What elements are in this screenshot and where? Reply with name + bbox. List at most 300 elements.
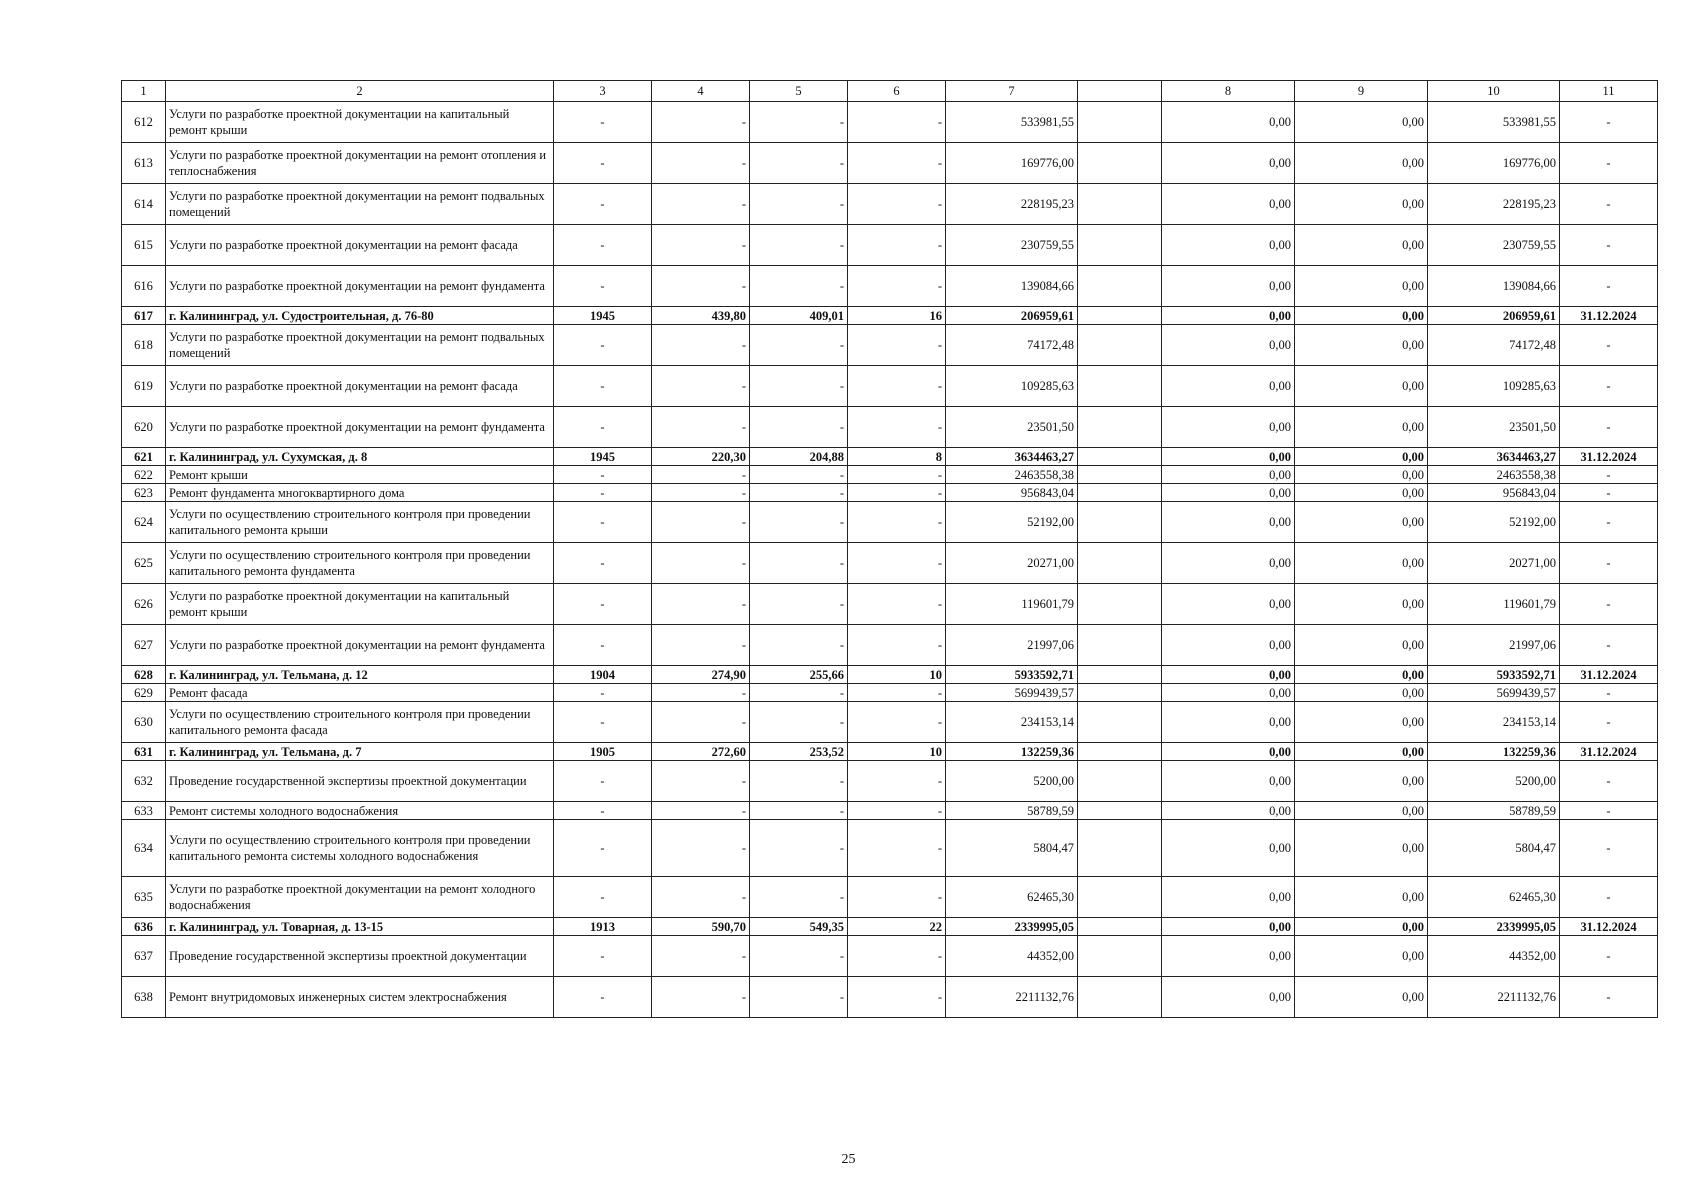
cost-total-cell: 533981,55 <box>946 102 1078 143</box>
cost-col8-cell: 0,00 <box>1162 325 1295 366</box>
cost-col10-cell: 23501,50 <box>1428 407 1560 448</box>
residents-cell: - <box>848 761 946 802</box>
blank-cell <box>1078 977 1162 1018</box>
item-name-cell: Услуги по разработке проектной документации на ремонт фундамента <box>166 266 554 307</box>
cost-col8-cell: 0,00 <box>1162 225 1295 266</box>
living-area-cell: - <box>750 543 848 584</box>
cost-total-cell: 2339995,05 <box>946 918 1078 936</box>
table-row <box>122 484 1658 502</box>
blank-cell <box>1078 666 1162 684</box>
cost-col8-cell: 0,00 <box>1162 307 1295 325</box>
cost-col10-cell: 44352,00 <box>1428 936 1560 977</box>
living-area-cell: - <box>750 977 848 1018</box>
cost-col10-cell: 5804,47 <box>1428 820 1560 877</box>
residents-cell: - <box>848 466 946 484</box>
cost-total-cell: 74172,48 <box>946 325 1078 366</box>
deadline-cell: - <box>1560 484 1658 502</box>
residents-cell: - <box>848 543 946 584</box>
cost-col9-cell: 0,00 <box>1295 977 1428 1018</box>
residents-cell: - <box>848 802 946 820</box>
deadline-cell: - <box>1560 225 1658 266</box>
living-area-cell: - <box>750 877 848 918</box>
living-area-cell: - <box>750 484 848 502</box>
residents-cell: - <box>848 184 946 225</box>
total-area-cell: - <box>652 366 750 407</box>
residents-cell: 16 <box>848 307 946 325</box>
blank-cell <box>1078 502 1162 543</box>
residents-cell: - <box>848 225 946 266</box>
row-number-cell: 620 <box>122 407 166 448</box>
table-row <box>122 936 1658 977</box>
cost-col8-cell: 0,00 <box>1162 743 1295 761</box>
item-name-cell: Услуги по разработке проектной документации на ремонт отопления и теплоснабжения <box>166 143 554 184</box>
cost-col8-cell: 0,00 <box>1162 918 1295 936</box>
item-name-cell: Услуги по разработке проектной документации на ремонт подвальных помещений <box>166 184 554 225</box>
year-cell: 1945 <box>554 307 652 325</box>
cost-col10-cell: 139084,66 <box>1428 266 1560 307</box>
year-cell: - <box>554 820 652 877</box>
cost-total-cell: 62465,30 <box>946 877 1078 918</box>
cost-col10-cell: 62465,30 <box>1428 877 1560 918</box>
table-row <box>122 918 1658 936</box>
living-area-cell: - <box>750 466 848 484</box>
cost-col8-cell: 0,00 <box>1162 102 1295 143</box>
item-name-cell: г. Калининград, ул. Судостроительная, д. 76-80 <box>166 307 554 325</box>
deadline-cell: - <box>1560 407 1658 448</box>
residents-cell: - <box>848 143 946 184</box>
header-cell: 7 <box>946 81 1078 102</box>
living-area-cell: - <box>750 936 848 977</box>
deadline-cell: - <box>1560 102 1658 143</box>
item-name-cell: Услуги по разработке проектной документации на капитальный ремонт крыши <box>166 102 554 143</box>
living-area-cell: - <box>750 407 848 448</box>
cost-col9-cell: 0,00 <box>1295 543 1428 584</box>
residents-cell: 8 <box>848 448 946 466</box>
total-area-cell: - <box>652 702 750 743</box>
cost-col8-cell: 0,00 <box>1162 543 1295 584</box>
residents-cell: - <box>848 936 946 977</box>
deadline-cell: - <box>1560 325 1658 366</box>
cost-col10-cell: 2211132,76 <box>1428 977 1560 1018</box>
table-row <box>122 543 1658 584</box>
living-area-cell: 253,52 <box>750 743 848 761</box>
row-number-cell: 633 <box>122 802 166 820</box>
cost-col8-cell: 0,00 <box>1162 702 1295 743</box>
cost-col9-cell: 0,00 <box>1295 918 1428 936</box>
header-row <box>122 81 1658 102</box>
cost-col9-cell: 0,00 <box>1295 743 1428 761</box>
deadline-cell: - <box>1560 761 1658 802</box>
blank-cell <box>1078 484 1162 502</box>
blank-cell <box>1078 625 1162 666</box>
year-cell: - <box>554 325 652 366</box>
total-area-cell: - <box>652 543 750 584</box>
cost-col10-cell: 2339995,05 <box>1428 918 1560 936</box>
cost-total-cell: 228195,23 <box>946 184 1078 225</box>
deadline-cell: 31.12.2024 <box>1560 743 1658 761</box>
item-name-cell: Ремонт крыши <box>166 466 554 484</box>
year-cell: - <box>554 584 652 625</box>
blank-cell <box>1078 184 1162 225</box>
cost-col10-cell: 2463558,38 <box>1428 466 1560 484</box>
item-name-cell: Услуги по осуществлению строительного контроля при проведении капитального ремонта фасада <box>166 702 554 743</box>
deadline-cell: - <box>1560 625 1658 666</box>
total-area-cell: 274,90 <box>652 666 750 684</box>
blank-cell <box>1078 102 1162 143</box>
cost-col9-cell: 0,00 <box>1295 625 1428 666</box>
living-area-cell: - <box>750 802 848 820</box>
total-area-cell: - <box>652 820 750 877</box>
row-number-cell: 632 <box>122 761 166 802</box>
row-number-cell: 614 <box>122 184 166 225</box>
total-area-cell: - <box>652 936 750 977</box>
item-name-cell: Услуги по разработке проектной документации на ремонт фундамента <box>166 625 554 666</box>
table-row <box>122 802 1658 820</box>
item-name-cell: г. Калининград, ул. Сухумская, д. 8 <box>166 448 554 466</box>
cost-col10-cell: 119601,79 <box>1428 584 1560 625</box>
residents-cell: - <box>848 502 946 543</box>
cost-col9-cell: 0,00 <box>1295 407 1428 448</box>
living-area-cell: - <box>750 502 848 543</box>
table-row <box>122 448 1658 466</box>
cost-col10-cell: 5200,00 <box>1428 761 1560 802</box>
item-name-cell: Ремонт фундамента многоквартирного дома <box>166 484 554 502</box>
header-cell: 11 <box>1560 81 1658 102</box>
cost-col8-cell: 0,00 <box>1162 407 1295 448</box>
blank-cell <box>1078 325 1162 366</box>
total-area-cell: - <box>652 184 750 225</box>
blank-cell <box>1078 407 1162 448</box>
header-cell: 9 <box>1295 81 1428 102</box>
item-name-cell: Услуги по разработке проектной документации на ремонт фасада <box>166 225 554 266</box>
cost-col8-cell: 0,00 <box>1162 666 1295 684</box>
year-cell: - <box>554 225 652 266</box>
cost-col9-cell: 0,00 <box>1295 307 1428 325</box>
cost-col9-cell: 0,00 <box>1295 936 1428 977</box>
deadline-cell: 31.12.2024 <box>1560 307 1658 325</box>
row-number-cell: 618 <box>122 325 166 366</box>
cost-col9-cell: 0,00 <box>1295 143 1428 184</box>
cost-col9-cell: 0,00 <box>1295 484 1428 502</box>
cost-col8-cell: 0,00 <box>1162 484 1295 502</box>
cost-col8-cell: 0,00 <box>1162 584 1295 625</box>
row-number-cell: 617 <box>122 307 166 325</box>
deadline-cell: 31.12.2024 <box>1560 666 1658 684</box>
cost-col9-cell: 0,00 <box>1295 266 1428 307</box>
living-area-cell: - <box>750 702 848 743</box>
row-number-cell: 622 <box>122 466 166 484</box>
row-number-cell: 612 <box>122 102 166 143</box>
total-area-cell: - <box>652 584 750 625</box>
cost-total-cell: 3634463,27 <box>946 448 1078 466</box>
cost-col9-cell: 0,00 <box>1295 877 1428 918</box>
residents-cell: - <box>848 684 946 702</box>
living-area-cell: - <box>750 584 848 625</box>
blank-cell <box>1078 448 1162 466</box>
item-name-cell: г. Калининград, ул. Товарная, д. 13-15 <box>166 918 554 936</box>
row-number-cell: 637 <box>122 936 166 977</box>
residents-cell: - <box>848 584 946 625</box>
living-area-cell: 409,01 <box>750 307 848 325</box>
year-cell: - <box>554 502 652 543</box>
cost-total-cell: 109285,63 <box>946 366 1078 407</box>
total-area-cell: - <box>652 877 750 918</box>
cost-col8-cell: 0,00 <box>1162 266 1295 307</box>
residents-cell: - <box>848 702 946 743</box>
cost-total-cell: 20271,00 <box>946 543 1078 584</box>
table-row <box>122 820 1658 877</box>
blank-cell <box>1078 761 1162 802</box>
table-row <box>122 407 1658 448</box>
table-row <box>122 184 1658 225</box>
row-number-cell: 635 <box>122 877 166 918</box>
living-area-cell: - <box>750 820 848 877</box>
residents-cell: 10 <box>848 743 946 761</box>
residents-cell: - <box>848 366 946 407</box>
year-cell: - <box>554 802 652 820</box>
cost-col9-cell: 0,00 <box>1295 684 1428 702</box>
year-cell: 1913 <box>554 918 652 936</box>
living-area-cell: - <box>750 366 848 407</box>
cost-col9-cell: 0,00 <box>1295 225 1428 266</box>
cost-col8-cell: 0,00 <box>1162 977 1295 1018</box>
total-area-cell: 220,30 <box>652 448 750 466</box>
blank-cell <box>1078 466 1162 484</box>
cost-col10-cell: 20271,00 <box>1428 543 1560 584</box>
blank-cell <box>1078 936 1162 977</box>
blank-cell <box>1078 543 1162 584</box>
deadline-cell: 31.12.2024 <box>1560 448 1658 466</box>
blank-cell <box>1078 918 1162 936</box>
header-cell: 8 <box>1162 81 1295 102</box>
blank-cell <box>1078 366 1162 407</box>
living-area-cell: 549,35 <box>750 918 848 936</box>
year-cell: - <box>554 102 652 143</box>
item-name-cell: Услуги по разработке проектной документации на ремонт подвальных помещений <box>166 325 554 366</box>
total-area-cell: - <box>652 102 750 143</box>
blank-cell <box>1078 266 1162 307</box>
year-cell: 1945 <box>554 448 652 466</box>
year-cell: 1904 <box>554 666 652 684</box>
deadline-cell: - <box>1560 543 1658 584</box>
cost-col8-cell: 0,00 <box>1162 502 1295 543</box>
year-cell: - <box>554 625 652 666</box>
row-number-cell: 621 <box>122 448 166 466</box>
cost-total-cell: 206959,61 <box>946 307 1078 325</box>
living-area-cell: - <box>750 225 848 266</box>
cost-col10-cell: 21997,06 <box>1428 625 1560 666</box>
year-cell: - <box>554 366 652 407</box>
total-area-cell: - <box>652 143 750 184</box>
row-number-cell: 615 <box>122 225 166 266</box>
table-row <box>122 266 1658 307</box>
cost-total-cell: 21997,06 <box>946 625 1078 666</box>
item-name-cell: Услуги по разработке проектной документации на ремонт фасада <box>166 366 554 407</box>
residents-cell: - <box>848 625 946 666</box>
item-name-cell: Услуги по разработке проектной документации на ремонт фундамента <box>166 407 554 448</box>
table-row <box>122 143 1658 184</box>
cost-col10-cell: 109285,63 <box>1428 366 1560 407</box>
table-row <box>122 307 1658 325</box>
deadline-cell: 31.12.2024 <box>1560 918 1658 936</box>
deadline-cell: - <box>1560 184 1658 225</box>
row-number-cell: 629 <box>122 684 166 702</box>
deadline-cell: - <box>1560 702 1658 743</box>
item-name-cell: Ремонт внутридомовых инженерных систем электроснабжения <box>166 977 554 1018</box>
deadline-cell: - <box>1560 684 1658 702</box>
deadline-cell: - <box>1560 502 1658 543</box>
cost-col8-cell: 0,00 <box>1162 466 1295 484</box>
row-number-cell: 626 <box>122 584 166 625</box>
header-cell: 10 <box>1428 81 1560 102</box>
cost-col10-cell: 3634463,27 <box>1428 448 1560 466</box>
item-name-cell: Услуги по разработке проектной документации на капитальный ремонт крыши <box>166 584 554 625</box>
deadline-cell: - <box>1560 977 1658 1018</box>
year-cell: - <box>554 484 652 502</box>
cost-col8-cell: 0,00 <box>1162 877 1295 918</box>
cost-col8-cell: 0,00 <box>1162 184 1295 225</box>
blank-cell <box>1078 820 1162 877</box>
cost-total-cell: 230759,55 <box>946 225 1078 266</box>
living-area-cell: - <box>750 102 848 143</box>
total-area-cell: - <box>652 266 750 307</box>
cost-total-cell: 58789,59 <box>946 802 1078 820</box>
table-body <box>122 81 1658 1018</box>
table-row <box>122 584 1658 625</box>
cost-col9-cell: 0,00 <box>1295 325 1428 366</box>
cost-col10-cell: 52192,00 <box>1428 502 1560 543</box>
row-number-cell: 619 <box>122 366 166 407</box>
living-area-cell: - <box>750 625 848 666</box>
row-number-cell: 638 <box>122 977 166 1018</box>
cost-col9-cell: 0,00 <box>1295 802 1428 820</box>
year-cell: 1905 <box>554 743 652 761</box>
cost-col9-cell: 0,00 <box>1295 366 1428 407</box>
cost-col8-cell: 0,00 <box>1162 820 1295 877</box>
cost-total-cell: 5699439,57 <box>946 684 1078 702</box>
total-area-cell: 439,80 <box>652 307 750 325</box>
table-row <box>122 102 1658 143</box>
year-cell: - <box>554 684 652 702</box>
row-number-cell: 624 <box>122 502 166 543</box>
cost-col10-cell: 234153,14 <box>1428 702 1560 743</box>
total-area-cell: 590,70 <box>652 918 750 936</box>
deadline-cell: - <box>1560 936 1658 977</box>
cost-total-cell: 119601,79 <box>946 584 1078 625</box>
header-cell: 1 <box>122 81 166 102</box>
cost-total-cell: 956843,04 <box>946 484 1078 502</box>
residents-cell: - <box>848 977 946 1018</box>
total-area-cell: - <box>652 225 750 266</box>
table-row <box>122 502 1658 543</box>
cost-col9-cell: 0,00 <box>1295 502 1428 543</box>
residents-cell: - <box>848 325 946 366</box>
total-area-cell: - <box>652 977 750 1018</box>
table-row <box>122 325 1658 366</box>
year-cell: - <box>554 936 652 977</box>
year-cell: - <box>554 407 652 448</box>
cost-col9-cell: 0,00 <box>1295 448 1428 466</box>
page-number: 25 <box>841 1152 856 1167</box>
cost-total-cell: 5804,47 <box>946 820 1078 877</box>
blank-cell <box>1078 684 1162 702</box>
row-number-cell: 623 <box>122 484 166 502</box>
cost-col8-cell: 0,00 <box>1162 761 1295 802</box>
cost-total-cell: 23501,50 <box>946 407 1078 448</box>
deadline-cell: - <box>1560 820 1658 877</box>
residents-cell: 10 <box>848 666 946 684</box>
row-number-cell: 627 <box>122 625 166 666</box>
cost-col10-cell: 5699439,57 <box>1428 684 1560 702</box>
year-cell: - <box>554 466 652 484</box>
table-row <box>122 684 1658 702</box>
cost-total-cell: 234153,14 <box>946 702 1078 743</box>
table-row <box>122 977 1658 1018</box>
deadline-cell: - <box>1560 366 1658 407</box>
header-cell: 3 <box>554 81 652 102</box>
table-row <box>122 225 1658 266</box>
cost-col9-cell: 0,00 <box>1295 666 1428 684</box>
table-row <box>122 366 1658 407</box>
living-area-cell: - <box>750 761 848 802</box>
living-area-cell: - <box>750 184 848 225</box>
year-cell: - <box>554 143 652 184</box>
cost-col10-cell: 74172,48 <box>1428 325 1560 366</box>
cost-col10-cell: 228195,23 <box>1428 184 1560 225</box>
cost-col10-cell: 956843,04 <box>1428 484 1560 502</box>
living-area-cell: 204,88 <box>750 448 848 466</box>
table-row <box>122 466 1658 484</box>
table-row <box>122 743 1658 761</box>
table-row <box>122 761 1658 802</box>
blank-cell <box>1078 743 1162 761</box>
cost-col8-cell: 0,00 <box>1162 366 1295 407</box>
item-name-cell: Ремонт фасада <box>166 684 554 702</box>
cost-total-cell: 169776,00 <box>946 143 1078 184</box>
cost-col9-cell: 0,00 <box>1295 184 1428 225</box>
item-name-cell: г. Калининград, ул. Тельмана, д. 12 <box>166 666 554 684</box>
blank-cell <box>1078 143 1162 184</box>
residents-cell: - <box>848 266 946 307</box>
table-row <box>122 666 1658 684</box>
header-cell <box>1078 81 1162 102</box>
header-cell: 4 <box>652 81 750 102</box>
residents-cell: - <box>848 484 946 502</box>
cost-total-cell: 2463558,38 <box>946 466 1078 484</box>
deadline-cell: - <box>1560 584 1658 625</box>
living-area-cell: - <box>750 325 848 366</box>
item-name-cell: г. Калининград, ул. Тельмана, д. 7 <box>166 743 554 761</box>
cost-col10-cell: 206959,61 <box>1428 307 1560 325</box>
cost-col10-cell: 533981,55 <box>1428 102 1560 143</box>
cost-col9-cell: 0,00 <box>1295 761 1428 802</box>
blank-cell <box>1078 802 1162 820</box>
cost-col9-cell: 0,00 <box>1295 584 1428 625</box>
item-name-cell: Проведение государственной экспертизы проектной документации <box>166 936 554 977</box>
total-area-cell: - <box>652 625 750 666</box>
row-number-cell: 634 <box>122 820 166 877</box>
total-area-cell: - <box>652 761 750 802</box>
cost-total-cell: 5200,00 <box>946 761 1078 802</box>
total-area-cell: - <box>652 502 750 543</box>
cost-col10-cell: 5933592,71 <box>1428 666 1560 684</box>
cost-total-cell: 2211132,76 <box>946 977 1078 1018</box>
cost-col10-cell: 230759,55 <box>1428 225 1560 266</box>
cost-col10-cell: 58789,59 <box>1428 802 1560 820</box>
table-row <box>122 625 1658 666</box>
total-area-cell: 272,60 <box>652 743 750 761</box>
item-name-cell: Услуги по осуществлению строительного контроля при проведении капитального ремонта крыши <box>166 502 554 543</box>
